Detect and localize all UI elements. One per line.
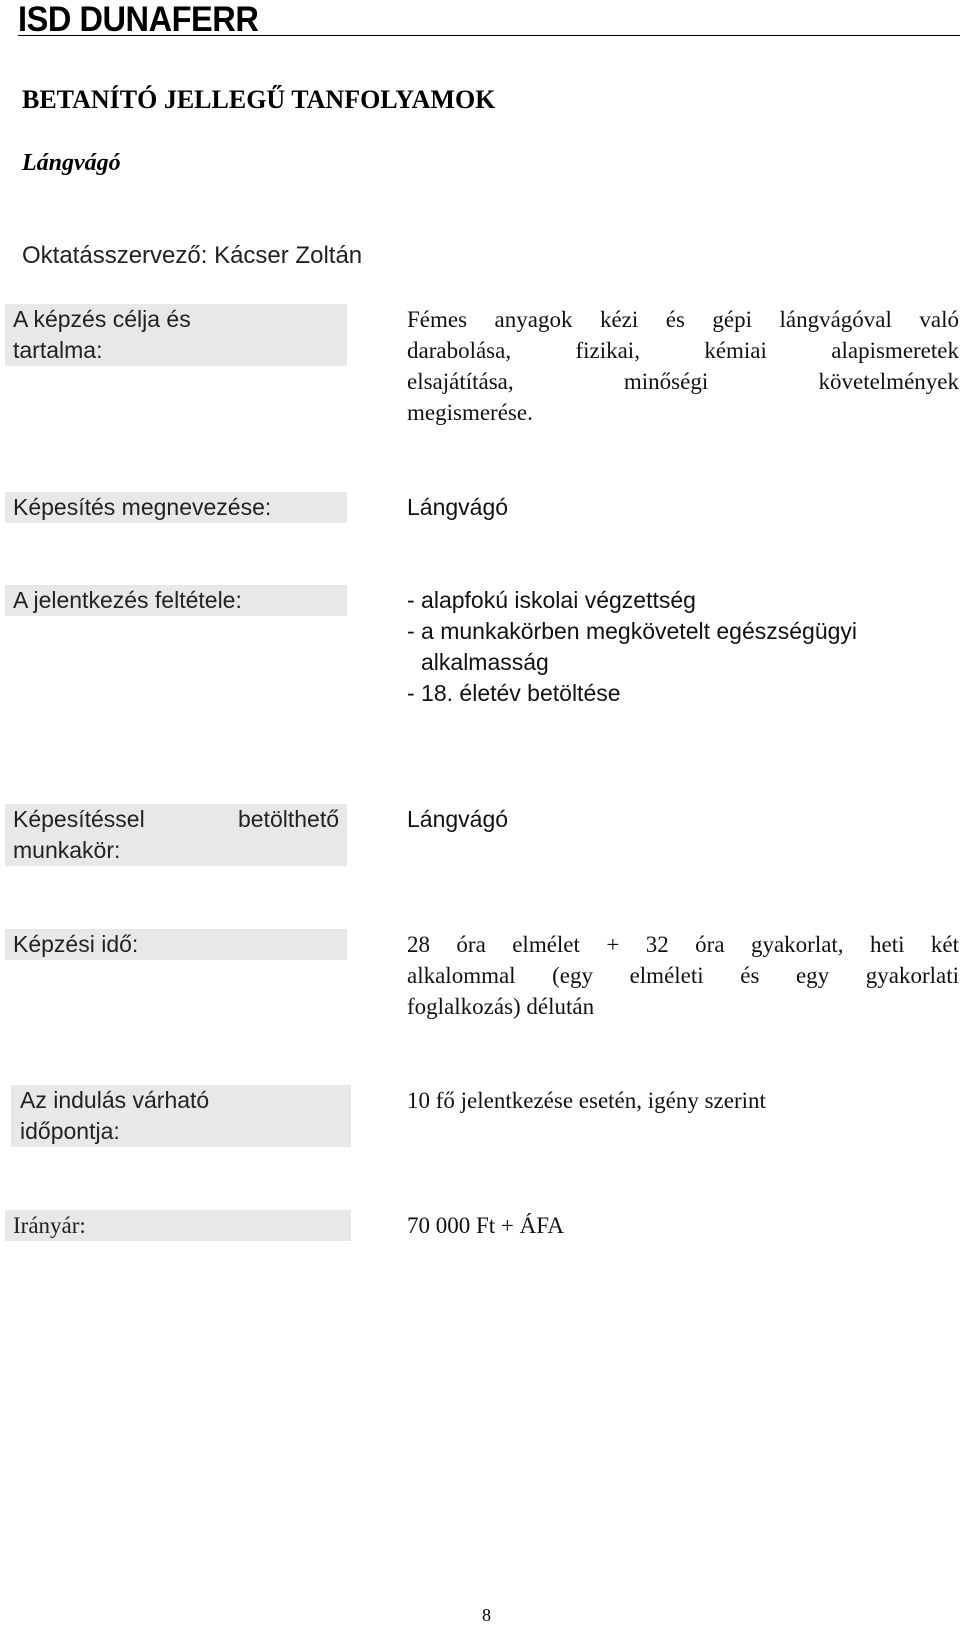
qualification-value: Lángvágó [407,494,509,520]
requirement-item: - a munkakörben megkövetelt egészségügyi [407,618,858,644]
section-heading: BETANÍTÓ JELLEGŰ TANFOLYAMOK [22,85,496,114]
goal-value [407,304,959,428]
goal-label [5,304,347,366]
requirements-label: A jelentkezés feltétele: [5,585,347,616]
requirements-value [407,585,857,709]
header-rule [18,35,960,36]
company-logo: ISD DUNAFERR [18,0,259,39]
page-number: 8 [482,1605,491,1625]
goal-label-line: tartalma: [13,337,103,363]
duration-value-line: alkalommal (egy elméleti és egy gyakorlati [407,963,959,988]
job-value: Lángvágó [407,806,509,832]
price-value: 70 000 Ft + ÁFA [407,1213,564,1238]
duration-value [407,929,959,1022]
start-label-line: Az indulás várható [20,1087,210,1113]
goal-label-line: A képzés célja és [13,306,191,332]
organizer-line: Oktatásszervező: Kácser Zoltán [22,242,363,269]
duration-value-line: 28 óra elmélet + 32 óra gyakorlat, heti két [407,932,959,957]
goal-value-line: megismerése. [407,400,533,425]
job-label-line [13,804,339,835]
start-value: 10 fő jelentkezése esetén, igény szerint [407,1088,766,1113]
goal-value-line: Fémes anyagok kézi és gépi lángvágóval való [407,307,959,332]
start-label [11,1085,351,1147]
duration-label: Képzési idő: [5,929,347,960]
job-label-word: Képesítéssel [13,806,145,832]
course-title: Lángvágó [22,150,121,176]
price-label: Irányár: [5,1210,351,1241]
start-label-line: időpontja: [20,1118,120,1144]
qualification-label: Képesítés megnevezése: [5,492,347,523]
requirement-item: - alapfokú iskolai végzettség [407,587,696,613]
goal-value-line: darabolása, fizikai, kémiai alapismeretek [407,338,959,363]
job-label-line: munkakör: [13,837,121,863]
goal-value-line: elsajátítása, minőségi követelmények [407,369,959,394]
requirement-item: - 18. életév betöltése [407,680,621,706]
requirement-item: alkalmasság [421,649,549,675]
duration-value-line: foglalkozás) délután [407,994,595,1019]
job-label-word: betölthető [237,806,339,832]
job-label [5,804,347,866]
